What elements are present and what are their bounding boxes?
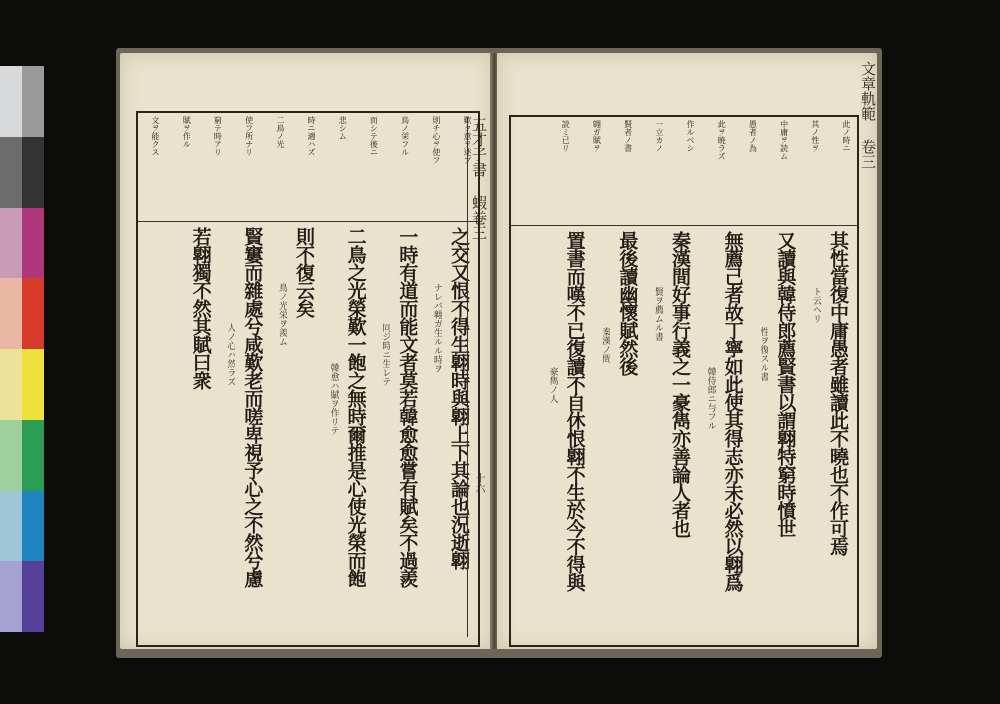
left-page-header: 五才子書 蝦卷三	[467, 117, 490, 637]
open-book	[116, 48, 882, 658]
annotation-column: 同ジ時ニ生レテ	[380, 323, 391, 386]
commentary-column: 読ミ已リ	[561, 120, 571, 152]
commentary-column: 歎ク意ヲ述ブ	[463, 116, 472, 164]
main-text-column: 又讀與韓侍郎薦賢書以謂翺特窮時憤世	[774, 231, 797, 537]
commentary-column: 而シテ後ニ	[369, 116, 379, 156]
right-main-text	[511, 227, 857, 645]
commentary-column: 則チ心ヲ使フ	[431, 116, 441, 164]
color-swatch	[0, 66, 44, 137]
left-upper-commentary	[138, 113, 478, 222]
annotation-column: 韓侍郎ニ与フル	[705, 367, 716, 430]
color-swatch	[0, 278, 44, 349]
main-text-column: 無薦己者故丁寧如此使其得志亦未必然以翺爲	[721, 231, 744, 591]
annotation-column: 性ヲ復スル書	[758, 327, 769, 381]
main-text-column: 最後讀幽懷賦然後	[616, 231, 639, 375]
annotation-column: ト云ヘリ	[811, 287, 821, 323]
commentary-column: 此ヲ暁ラズ	[717, 120, 727, 160]
commentary-column: 一立カノ	[654, 120, 664, 152]
main-text-column: 秦漢間好事行義之一豪雋亦善論人者也	[669, 231, 691, 537]
left-page	[120, 53, 492, 649]
main-text-column: 二鳥之光榮歎一飽之無時爾推是心使光榮而飽	[344, 227, 367, 587]
annotation-column: ナレバ翺ガ生ルル時ヲ	[432, 283, 442, 373]
commentary-column: 翺ガ賦ヲ	[592, 120, 602, 152]
annotation-column: 韓愈ハ賦ヲ作リテ	[328, 363, 339, 435]
annotation-column: 鳥ノ光栄ヲ羨ム	[277, 283, 287, 346]
commentary-column: 悲シム	[338, 116, 348, 140]
commentary-column: 鳥ノ栄フル	[400, 116, 410, 156]
right-upper-commentary	[511, 117, 857, 226]
commentary-column: 窮テ時アリ	[213, 116, 223, 156]
color-swatch	[0, 491, 44, 562]
main-text-column: 賢窶而雜處兮咸歎老而嗟卑視予心之不然兮慮	[241, 227, 264, 587]
right-page-header: 文章軌範 卷三	[859, 61, 877, 169]
commentary-column: 賢者ノ書	[623, 120, 633, 152]
annotation-column: 豪雋ノ人	[547, 367, 558, 403]
commentary-column: 使フ所ナリ	[244, 116, 254, 156]
left-main-text	[138, 223, 478, 645]
color-calibration-chart	[0, 66, 44, 632]
color-swatch	[0, 420, 44, 491]
main-text-column: 若翺獨不然其賦曰衆	[189, 227, 212, 389]
commentary-column: 愚者ノ為	[748, 120, 758, 152]
color-swatch	[0, 349, 44, 420]
main-text-column: 之交又恨不得生翺時與翺上下其論也況逝翺	[448, 227, 470, 569]
main-text-column: 其性當復中庸愚者雖讀此不曉也不作可焉	[827, 231, 849, 555]
annotation-column: 賢ヲ薦ムル書	[653, 287, 663, 341]
annotation-column: 人ノ心ハ然ラズ	[225, 323, 236, 386]
commentary-column: 中庸ヲ読ム	[779, 120, 789, 160]
commentary-column: 時ニ適ハズ	[307, 116, 316, 156]
color-swatch	[0, 208, 44, 279]
annotation-column: 秦漢ノ間	[600, 327, 611, 363]
main-text-column: 置書而嘆不已復讀不自休恨翺不生於今不得與	[563, 231, 586, 591]
color-swatch	[0, 561, 44, 632]
right-text-frame	[509, 115, 859, 647]
commentary-column: 其ノ性ヲ	[810, 120, 820, 152]
right-page	[497, 53, 877, 649]
commentary-column: 作ルベシ	[686, 120, 695, 152]
commentary-column: 文ヲ能クス	[151, 116, 160, 156]
main-text-column: 一時有道而能文者莫若韓愈愈嘗有賦矣不過羨	[396, 227, 419, 587]
main-text-column: 則不復云矣	[293, 227, 315, 317]
commentary-column: 二鳥ノ光	[275, 116, 285, 148]
folio-number: 十六	[473, 473, 484, 493]
color-swatch	[0, 137, 44, 208]
commentary-column: 此ノ時ニ	[842, 120, 851, 152]
commentary-column: 賦ヲ作ル	[182, 116, 192, 148]
left-text-frame	[136, 111, 480, 647]
